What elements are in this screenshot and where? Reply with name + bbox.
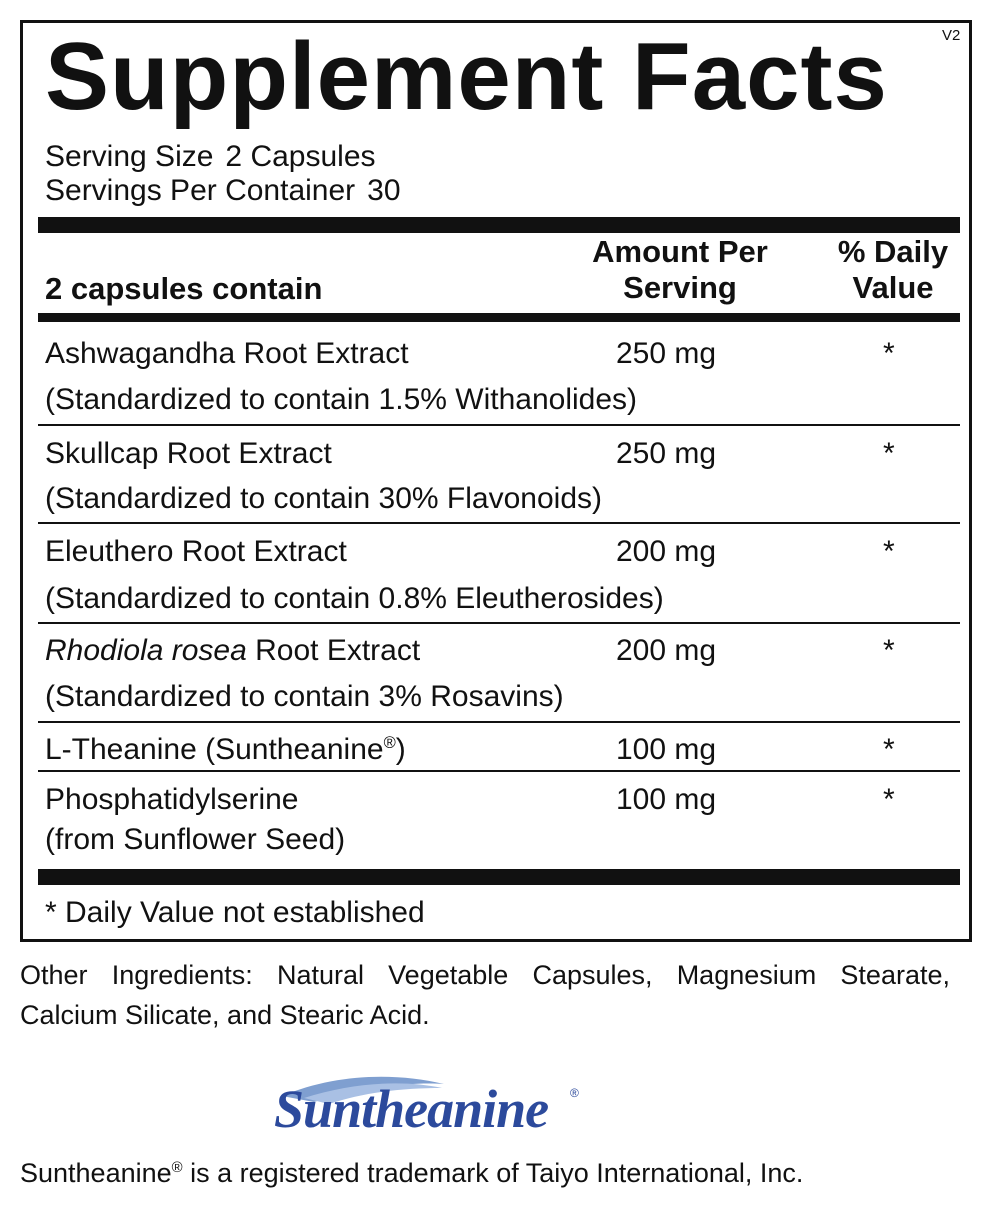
registered-mark: ® [383, 734, 396, 752]
serving-size [45, 140, 376, 174]
amount-header-line1: Amount Per [592, 234, 768, 269]
medium-divider [38, 313, 960, 322]
ingredient-detail: (Standardized to contain 3% Rosavins) [45, 680, 564, 713]
ingredient-detail: (Standardized to contain 30% Flavonoids) [45, 482, 602, 515]
ingredient-detail: (Standardized to contain 1.5% Withanolides) [45, 383, 638, 416]
daily-value-header [818, 234, 968, 306]
ingredient-daily-value: * [883, 437, 895, 470]
trademark-registered-mark: ® [171, 1160, 183, 1176]
servings-per-container-value: 30 [367, 174, 401, 207]
other-ingredients: Other Ingredients: Natural Vegetable Capsules, Magnesium Stearate, Calcium Silicate, and Stearic Acid. [20, 960, 950, 1030]
serving-size-label: Serving Size [45, 140, 214, 173]
ingredient-daily-value: * [883, 733, 895, 766]
ingredient-amount: 100 mg [616, 733, 717, 766]
ingredient-name: Skullcap Root Extract [45, 437, 332, 470]
ingredient-daily-value: * [883, 535, 895, 568]
panel-title: Supplement Facts [45, 23, 888, 130]
servings-per-container-label: Servings Per Container [45, 174, 356, 207]
suntheanine-logo [274, 1068, 584, 1148]
ingredient-name: Ashwagandha Root Extract [45, 337, 409, 370]
serving-size-value: 2 Capsules [225, 140, 376, 173]
ingredient-amount: 100 mg [616, 783, 717, 816]
amount-header-line2: Serving [623, 270, 737, 305]
ingredient-name: Phosphatidylserine [45, 783, 299, 816]
ingredient-daily-value: * [883, 634, 895, 667]
ingredient-detail: (Standardized to contain 0.8% Eleutherosides) [45, 582, 664, 615]
daily-value-footnote: * Daily Value not established [45, 896, 425, 929]
row-divider [38, 770, 960, 772]
ingredient-detail: (from Sunflower Seed) [45, 823, 346, 856]
ingredient-name: L-Theanine (Suntheanine®) [45, 733, 406, 766]
daily-value-header-line2: Value [852, 270, 934, 305]
contents-header: 2 capsules contain [45, 271, 323, 306]
servings-per-container [45, 174, 401, 208]
ingredient-amount: 250 mg [616, 337, 717, 370]
ingredient-name: Eleuthero Root Extract [45, 535, 347, 568]
ingredient-name-italic: Rhodiola rosea [45, 634, 247, 667]
ingredient-amount: 250 mg [616, 437, 717, 470]
amount-header [570, 234, 790, 306]
ingredient-amount: 200 mg [616, 535, 717, 568]
trademark-notice: Suntheanine® is a registered trademark of Taiyo International, Inc. [20, 1158, 804, 1188]
ingredient-daily-value: * [883, 337, 895, 370]
row-divider [38, 622, 960, 624]
logo-wordmark: Suntheanine [274, 1079, 549, 1139]
row-divider [38, 522, 960, 524]
ingredient-name: Rhodiola rosea Root Extract [45, 634, 421, 667]
daily-value-header-line1: % Daily [837, 234, 949, 269]
bottom-thick-divider [38, 869, 960, 885]
version-tag: V2 [942, 27, 961, 44]
thick-divider [38, 217, 960, 233]
logo-registered-mark: ® [570, 1086, 579, 1100]
ingredient-amount: 200 mg [616, 634, 717, 667]
row-divider [38, 424, 960, 426]
row-divider [38, 721, 960, 723]
ingredient-daily-value: * [883, 783, 895, 816]
